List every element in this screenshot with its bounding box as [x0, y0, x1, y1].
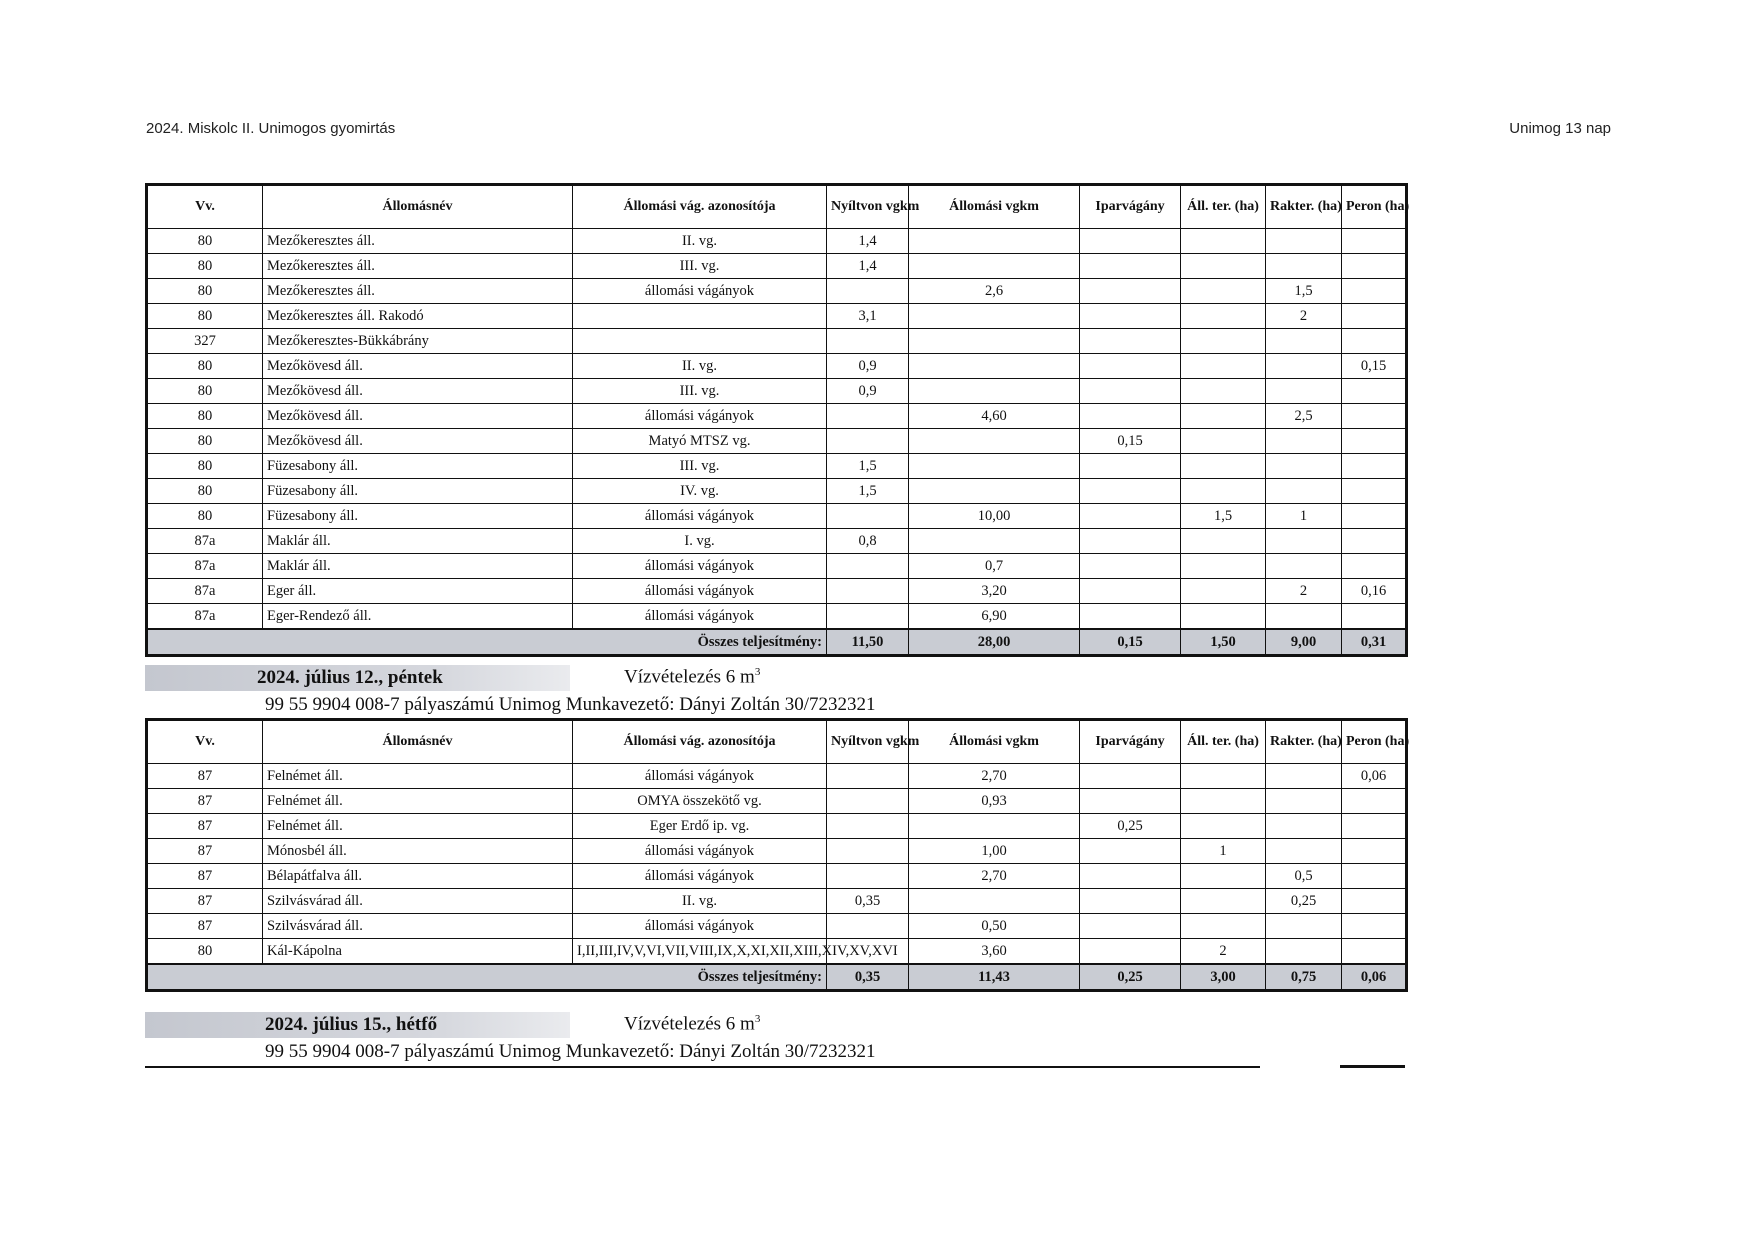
col-station-name-cell: Szilvásvárad áll. — [263, 889, 573, 914]
col-siding-total: 0,25 — [1080, 964, 1181, 991]
col-vv-cell: 87 — [147, 789, 263, 814]
col-station-area-cell — [1181, 279, 1266, 304]
col-vv-cell: 80 — [147, 479, 263, 504]
col-platform-cell — [1342, 304, 1407, 329]
col-station-name-cell: Mezőkövesd áll. — [263, 379, 573, 404]
col-station-name-cell: Mónosbél áll. — [263, 839, 573, 864]
col-track-id-cell: III. vg. — [573, 254, 827, 279]
col-siding-cell — [1080, 864, 1181, 889]
col-siding-cell — [1080, 839, 1181, 864]
col-open-line-km-cell — [827, 404, 909, 429]
col-track-id-cell: állomási vágányok — [573, 279, 827, 304]
col-loading-area-cell: 1,5 — [1266, 279, 1342, 304]
col-track-id-header: Állomási vág. azonosítója — [573, 185, 827, 229]
col-loading-area-cell: 2,5 — [1266, 404, 1342, 429]
col-siding-cell — [1080, 529, 1181, 554]
col-station-name-cell: Füzesabony áll. — [263, 454, 573, 479]
col-open-line-km-cell — [827, 279, 909, 304]
col-station-name-cell: Mezőkeresztes áll. — [263, 279, 573, 304]
col-station-area-total: 3,00 — [1181, 964, 1266, 991]
col-loading-area-total: 9,00 — [1266, 629, 1342, 656]
col-loading-area-header: Rakter. (ha) — [1266, 185, 1342, 229]
col-vv-cell: 80 — [147, 254, 263, 279]
col-siding-cell: 0,25 — [1080, 814, 1181, 839]
col-open-line-km-cell — [827, 764, 909, 789]
col-loading-area-cell — [1266, 229, 1342, 254]
col-track-id-cell: állomási vágányok — [573, 554, 827, 579]
table-row — [147, 554, 1407, 579]
col-platform-cell — [1342, 454, 1407, 479]
col-station-km-header: Állomási vgkm — [909, 185, 1080, 229]
col-siding-cell — [1080, 914, 1181, 939]
col-siding-cell — [1080, 454, 1181, 479]
col-station-km-cell — [909, 429, 1080, 454]
col-open-line-km-cell: 1,4 — [827, 229, 909, 254]
col-station-name-cell: Mezőkövesd áll. — [263, 429, 573, 454]
col-platform-cell — [1342, 429, 1407, 454]
col-vv-cell: 87a — [147, 604, 263, 630]
col-open-line-km-cell — [827, 604, 909, 630]
col-track-id-cell — [573, 304, 827, 329]
col-track-id-cell: IV. vg. — [573, 479, 827, 504]
table-row — [147, 404, 1407, 429]
col-loading-area-cell — [1266, 454, 1342, 479]
col-loading-area-cell — [1266, 789, 1342, 814]
col-siding-total: 0,15 — [1080, 629, 1181, 656]
col-open-line-km-total: 0,35 — [827, 964, 909, 991]
total-row — [147, 629, 1407, 656]
col-loading-area-cell: 2 — [1266, 304, 1342, 329]
col-station-area-cell — [1181, 354, 1266, 379]
col-station-area-cell — [1181, 479, 1266, 504]
table-row — [147, 604, 1407, 630]
table-row — [147, 329, 1407, 354]
col-track-id-cell: III. vg. — [573, 379, 827, 404]
col-loading-area-cell: 0,5 — [1266, 864, 1342, 889]
col-station-area-cell — [1181, 429, 1266, 454]
col-station-area-cell — [1181, 579, 1266, 604]
vehicle-supervisor-line-2: 99 55 9904 008-7 pályaszámú Unimog Munkavezető: Dányi Zoltán 30/7232321 — [265, 1041, 876, 1062]
col-loading-area-cell: 2 — [1266, 579, 1342, 604]
col-station-area-cell — [1181, 254, 1266, 279]
col-station-km-cell: 3,20 — [909, 579, 1080, 604]
col-open-line-km-total: 11,50 — [827, 629, 909, 656]
col-station-area-cell — [1181, 764, 1266, 789]
col-platform-cell — [1342, 864, 1407, 889]
vehicle-supervisor-line-1: 99 55 9904 008-7 pályaszámú Unimog Munkavezető: Dányi Zoltán 30/7232321 — [265, 694, 876, 715]
col-station-km-cell — [909, 254, 1080, 279]
table-row — [147, 429, 1407, 454]
col-station-km-cell: 1,00 — [909, 839, 1080, 864]
col-station-area-cell — [1181, 329, 1266, 354]
col-open-line-km-cell — [827, 914, 909, 939]
col-open-line-km-cell: 1,5 — [827, 454, 909, 479]
col-platform-cell — [1342, 939, 1407, 965]
col-siding-cell — [1080, 764, 1181, 789]
col-track-id-cell: Eger Erdő ip. vg. — [573, 814, 827, 839]
col-vv-cell: 87a — [147, 529, 263, 554]
col-siding-header: Iparvágány — [1080, 185, 1181, 229]
col-loading-area-cell — [1266, 604, 1342, 630]
col-platform-cell: 0,15 — [1342, 354, 1407, 379]
col-platform-cell: 0,16 — [1342, 579, 1407, 604]
col-loading-area-cell — [1266, 254, 1342, 279]
col-station-km-cell — [909, 479, 1080, 504]
col-siding-cell — [1080, 279, 1181, 304]
col-siding-cell: 0,15 — [1080, 429, 1181, 454]
total-label: Összes teljesítmény: — [147, 964, 827, 991]
col-station-km-total: 28,00 — [909, 629, 1080, 656]
table-row — [147, 379, 1407, 404]
col-vv-cell: 80 — [147, 379, 263, 404]
col-vv-cell: 87 — [147, 814, 263, 839]
col-station-km-cell — [909, 379, 1080, 404]
col-siding-cell — [1080, 554, 1181, 579]
col-platform-header: Peron (ha) — [1342, 185, 1407, 229]
col-vv-cell: 80 — [147, 404, 263, 429]
col-platform-cell — [1342, 254, 1407, 279]
col-station-km-cell — [909, 229, 1080, 254]
col-station-name-cell: Szilvásvárad áll. — [263, 914, 573, 939]
col-station-name-cell: Eger-Rendező áll. — [263, 604, 573, 630]
water-intake-unit-exponent: 3 — [754, 666, 761, 678]
table-row — [147, 229, 1407, 254]
col-siding-cell — [1080, 304, 1181, 329]
col-vv-cell: 80 — [147, 354, 263, 379]
col-station-area-cell — [1181, 454, 1266, 479]
col-siding-cell — [1080, 604, 1181, 630]
col-track-id-cell: állomási vágányok — [573, 914, 827, 939]
col-loading-area-cell — [1266, 429, 1342, 454]
work-table-1 — [145, 183, 1408, 657]
col-platform-cell — [1342, 789, 1407, 814]
col-siding-cell — [1080, 379, 1181, 404]
col-station-area-total: 1,50 — [1181, 629, 1266, 656]
col-vv-cell: 80 — [147, 279, 263, 304]
col-siding-cell — [1080, 789, 1181, 814]
table-row — [147, 454, 1407, 479]
col-track-id-cell: állomási vágányok — [573, 839, 827, 864]
table-row — [147, 504, 1407, 529]
col-platform-cell — [1342, 529, 1407, 554]
col-open-line-km-cell — [827, 789, 909, 814]
col-vv-cell: 87 — [147, 839, 263, 864]
table-row — [147, 864, 1407, 889]
col-vv-cell: 87a — [147, 579, 263, 604]
col-open-line-km-header: Nyíltvon vgkm — [827, 720, 909, 764]
col-track-id-cell: Matyó MTSZ vg. — [573, 429, 827, 454]
col-open-line-km-cell: 0,8 — [827, 529, 909, 554]
col-station-km-cell: 4,60 — [909, 404, 1080, 429]
table-row — [147, 479, 1407, 504]
col-siding-cell — [1080, 404, 1181, 429]
col-track-id-cell: I,II,III,IV,V,VI,VII,VIII,IX,X,XI,XII,XIII,XIV,XV,XVI — [573, 939, 827, 965]
col-open-line-km-cell: 3,1 — [827, 304, 909, 329]
col-platform-cell — [1342, 839, 1407, 864]
col-siding-cell — [1080, 579, 1181, 604]
col-track-id-cell: állomási vágányok — [573, 764, 827, 789]
col-track-id-cell: állomási vágányok — [573, 604, 827, 630]
col-station-km-cell: 2,70 — [909, 864, 1080, 889]
col-open-line-km-cell: 0,9 — [827, 354, 909, 379]
col-open-line-km-cell: 0,9 — [827, 379, 909, 404]
table-row — [147, 529, 1407, 554]
col-siding-cell — [1080, 329, 1181, 354]
col-loading-area-cell — [1266, 839, 1342, 864]
col-station-name-cell: Mezőkeresztes áll. Rakodó — [263, 304, 573, 329]
col-station-name-cell: Füzesabony áll. — [263, 504, 573, 529]
col-loading-area-cell — [1266, 914, 1342, 939]
col-vv-cell: 87 — [147, 864, 263, 889]
col-station-km-cell: 0,7 — [909, 554, 1080, 579]
col-station-name-cell: Felnémet áll. — [263, 814, 573, 839]
col-track-id-cell: I. vg. — [573, 529, 827, 554]
col-station-km-total: 11,43 — [909, 964, 1080, 991]
col-track-id-cell: II. vg. — [573, 354, 827, 379]
col-track-id-cell: állomási vágányok — [573, 864, 827, 889]
col-vv-cell: 87 — [147, 889, 263, 914]
col-track-id-cell: III. vg. — [573, 454, 827, 479]
col-station-km-cell: 2,6 — [909, 279, 1080, 304]
col-vv-cell: 80 — [147, 229, 263, 254]
col-track-id-header: Állomási vág. azonosítója — [573, 720, 827, 764]
water-intake-2 — [624, 1013, 760, 1035]
col-station-area-cell — [1181, 604, 1266, 630]
table-header-row — [147, 720, 1407, 764]
col-loading-area-cell — [1266, 764, 1342, 789]
col-station-km-cell: 6,90 — [909, 604, 1080, 630]
col-station-name-cell: Mezőkeresztes áll. — [263, 254, 573, 279]
col-station-area-cell — [1181, 554, 1266, 579]
col-vv-cell: 87 — [147, 764, 263, 789]
col-open-line-km-cell — [827, 329, 909, 354]
col-track-id-cell — [573, 329, 827, 354]
col-station-km-cell: 10,00 — [909, 504, 1080, 529]
col-station-name-cell: Kál-Kápolna — [263, 939, 573, 965]
col-platform-cell — [1342, 379, 1407, 404]
col-station-name-cell: Bélapátfalva áll. — [263, 864, 573, 889]
col-siding-cell — [1080, 479, 1181, 504]
col-platform-total: 0,06 — [1342, 964, 1407, 991]
table-row — [147, 839, 1407, 864]
col-station-area-cell — [1181, 889, 1266, 914]
table-row — [147, 254, 1407, 279]
col-station-name-cell: Mezőkeresztes áll. — [263, 229, 573, 254]
col-station-km-cell — [909, 529, 1080, 554]
col-station-area-cell — [1181, 379, 1266, 404]
col-loading-area-cell — [1266, 529, 1342, 554]
col-track-id-cell: OMYA összekötő vg. — [573, 789, 827, 814]
col-vv-cell: 80 — [147, 304, 263, 329]
col-loading-area-cell — [1266, 939, 1342, 965]
col-station-name-header: Állomásnév — [263, 185, 573, 229]
col-vv-header: Vv. — [147, 720, 263, 764]
col-station-area-cell — [1181, 864, 1266, 889]
col-open-line-km-cell — [827, 864, 909, 889]
col-loading-area-cell — [1266, 354, 1342, 379]
col-station-area-cell — [1181, 229, 1266, 254]
col-station-km-cell — [909, 354, 1080, 379]
col-station-area-cell — [1181, 914, 1266, 939]
table-row — [147, 304, 1407, 329]
col-siding-cell — [1080, 354, 1181, 379]
col-open-line-km-cell: 1,5 — [827, 479, 909, 504]
col-loading-area-cell — [1266, 554, 1342, 579]
col-platform-cell — [1342, 504, 1407, 529]
col-vv-cell: 87a — [147, 554, 263, 579]
col-station-km-header: Állomási vgkm — [909, 720, 1080, 764]
table-row — [147, 354, 1407, 379]
col-station-name-header: Állomásnév — [263, 720, 573, 764]
col-station-area-cell: 2 — [1181, 939, 1266, 965]
col-station-km-cell — [909, 304, 1080, 329]
col-station-name-cell: Felnémet áll. — [263, 789, 573, 814]
col-loading-area-cell — [1266, 479, 1342, 504]
col-track-id-cell: állomási vágányok — [573, 404, 827, 429]
col-platform-cell — [1342, 554, 1407, 579]
col-loading-area-cell — [1266, 329, 1342, 354]
col-platform-cell — [1342, 889, 1407, 914]
total-label: Összes teljesítmény: — [147, 629, 827, 656]
work-table-2 — [145, 718, 1408, 992]
col-open-line-km-cell: 1,4 — [827, 254, 909, 279]
col-station-area-cell — [1181, 529, 1266, 554]
col-loading-area-header: Rakter. (ha) — [1266, 720, 1342, 764]
document-header-title: 2024. Miskolc II. Unimogos gyomirtás — [146, 120, 396, 137]
col-station-name-cell: Mezőkövesd áll. — [263, 354, 573, 379]
table-header-row — [147, 185, 1407, 229]
col-platform-cell — [1342, 279, 1407, 304]
col-vv-cell: 80 — [147, 454, 263, 479]
col-loading-area-cell — [1266, 379, 1342, 404]
document-header-days: Unimog 13 nap — [1509, 120, 1611, 137]
col-open-line-km-cell — [827, 579, 909, 604]
water-intake-1 — [624, 666, 760, 688]
col-siding-cell — [1080, 939, 1181, 965]
total-row — [147, 964, 1407, 991]
col-station-km-cell — [909, 454, 1080, 479]
col-siding-cell — [1080, 504, 1181, 529]
col-track-id-cell: állomási vágányok — [573, 579, 827, 604]
col-loading-area-cell: 1 — [1266, 504, 1342, 529]
col-platform-cell — [1342, 229, 1407, 254]
col-station-km-cell: 2,70 — [909, 764, 1080, 789]
col-vv-cell: 80 — [147, 429, 263, 454]
col-open-line-km-cell: 0,35 — [827, 889, 909, 914]
col-vv-cell: 87 — [147, 914, 263, 939]
col-station-km-cell: 0,93 — [909, 789, 1080, 814]
work-date-1: 2024. július 12., péntek — [145, 665, 570, 691]
col-platform-cell — [1342, 479, 1407, 504]
col-station-km-cell: 3,60 — [909, 939, 1080, 965]
col-station-name-cell: Felnémet áll. — [263, 764, 573, 789]
table-row — [147, 764, 1407, 789]
col-track-id-cell: állomási vágányok — [573, 504, 827, 529]
col-open-line-km-cell — [827, 504, 909, 529]
col-platform-cell — [1342, 404, 1407, 429]
col-platform-cell — [1342, 814, 1407, 839]
water-intake-text: Vízvételezés 6 m — [624, 1013, 755, 1035]
col-station-name-cell: Mezőkövesd áll. — [263, 404, 573, 429]
col-station-name-cell: Mezőkeresztes-Bükkábrány — [263, 329, 573, 354]
col-open-line-km-cell — [827, 554, 909, 579]
col-station-name-cell: Maklár áll. — [263, 554, 573, 579]
col-open-line-km-cell — [827, 814, 909, 839]
col-platform-cell — [1342, 604, 1407, 630]
table-row — [147, 789, 1407, 814]
col-station-area-header: Áll. ter. (ha) — [1181, 185, 1266, 229]
col-loading-area-total: 0,75 — [1266, 964, 1342, 991]
col-vv-cell: 80 — [147, 504, 263, 529]
col-vv-header: Vv. — [147, 185, 263, 229]
col-siding-cell — [1080, 229, 1181, 254]
col-vv-cell: 327 — [147, 329, 263, 354]
col-station-area-cell — [1181, 814, 1266, 839]
col-platform-cell — [1342, 914, 1407, 939]
col-open-line-km-cell — [827, 839, 909, 864]
col-vv-cell: 80 — [147, 939, 263, 965]
col-station-name-cell: Eger áll. — [263, 579, 573, 604]
water-intake-text: Vízvételezés 6 m — [624, 666, 755, 688]
col-station-area-cell — [1181, 304, 1266, 329]
col-station-km-cell — [909, 814, 1080, 839]
col-track-id-cell: II. vg. — [573, 229, 827, 254]
col-siding-header: Iparvágány — [1080, 720, 1181, 764]
col-station-area-header: Áll. ter. (ha) — [1181, 720, 1266, 764]
col-station-area-cell — [1181, 404, 1266, 429]
col-siding-cell — [1080, 889, 1181, 914]
col-platform-total: 0,31 — [1342, 629, 1407, 656]
col-open-line-km-header: Nyíltvon vgkm — [827, 185, 909, 229]
table-row — [147, 939, 1407, 965]
col-platform-cell: 0,06 — [1342, 764, 1407, 789]
table-row — [147, 279, 1407, 304]
table-row — [147, 579, 1407, 604]
col-station-km-cell — [909, 889, 1080, 914]
bottom-rule-right — [1340, 1065, 1405, 1068]
table-row — [147, 814, 1407, 839]
work-date-2: 2024. július 15., hétfő — [145, 1012, 570, 1038]
col-station-area-cell: 1 — [1181, 839, 1266, 864]
col-platform-cell — [1342, 329, 1407, 354]
col-loading-area-cell — [1266, 814, 1342, 839]
table-row — [147, 889, 1407, 914]
col-station-area-cell — [1181, 789, 1266, 814]
bottom-rule-left — [145, 1066, 1260, 1068]
col-station-name-cell: Füzesabony áll. — [263, 479, 573, 504]
col-siding-cell — [1080, 254, 1181, 279]
col-station-km-cell — [909, 329, 1080, 354]
col-open-line-km-cell — [827, 429, 909, 454]
col-platform-header: Peron (ha) — [1342, 720, 1407, 764]
col-station-area-cell: 1,5 — [1181, 504, 1266, 529]
water-intake-unit-exponent: 3 — [754, 1013, 761, 1025]
col-station-km-cell: 0,50 — [909, 914, 1080, 939]
col-track-id-cell: II. vg. — [573, 889, 827, 914]
table-row — [147, 914, 1407, 939]
col-loading-area-cell: 0,25 — [1266, 889, 1342, 914]
col-station-name-cell: Maklár áll. — [263, 529, 573, 554]
